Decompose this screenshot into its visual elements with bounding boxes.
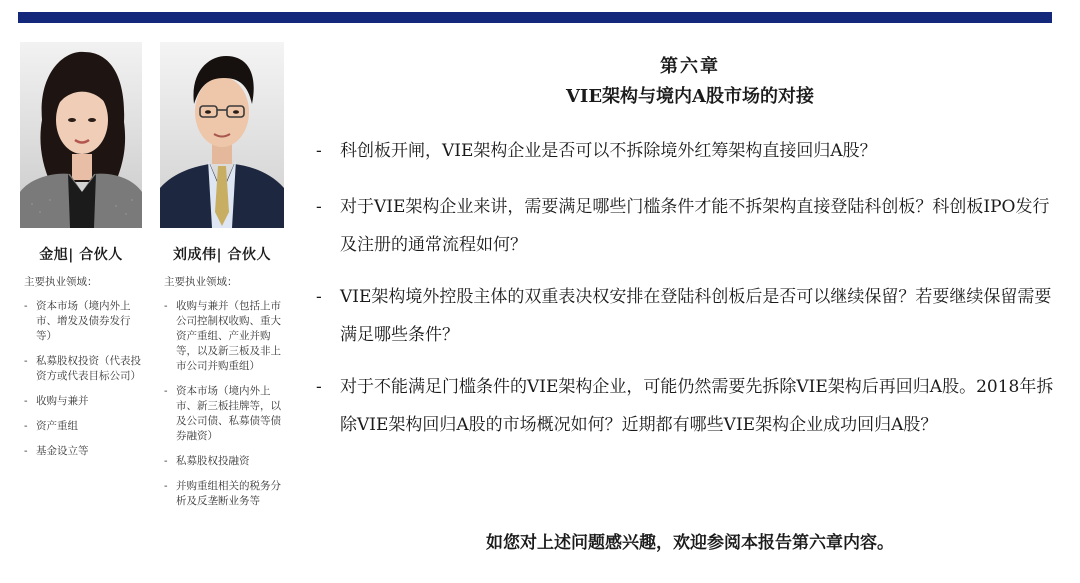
question-item: - 对于不能满足门槛条件的VIE架构企业，可能仍然需要先拆除VIE架构后再回归A股。2018年拆除VIE架构回归A股的市场概况如何？近期都有哪些VIE架构企业成功回归A股？ bbox=[316, 368, 1066, 444]
practice-areas-title-1: 主要执业领域： bbox=[24, 276, 98, 288]
chapter-title: VIE架构与境内A股市场的对接 bbox=[565, 86, 815, 107]
practice-area-item: - 并购重组相关的税务分析及反垄断业务等 bbox=[164, 479, 284, 509]
practice-area-item: - 资产重组 bbox=[24, 419, 142, 434]
chapter-number: 第六章 bbox=[660, 56, 720, 77]
practice-areas-list-1 bbox=[20, 299, 142, 459]
practice-area-item: - 基金设立等 bbox=[24, 444, 142, 459]
practice-area-item: - 资本市场（境内外上市、新三板挂牌等，以及公司债、私募债等债券融资） bbox=[164, 384, 284, 444]
closing-note: 如您对上述问题感兴趣，欢迎参阅本报告第六章内容。 bbox=[486, 533, 894, 553]
practice-area-item: - 收购与兼并 bbox=[24, 394, 142, 409]
profile-card-2 bbox=[160, 42, 284, 519]
profile-name-1: 金旭| 合伙人 bbox=[39, 247, 123, 263]
question-item: - 对于VIE架构企业来讲，需要满足哪些门槛条件才能不拆架构直接登陆科创板？科创板IPO发行及注册的通常流程如何？ bbox=[316, 188, 1066, 264]
practice-areas-title-2: 主要执业领域： bbox=[164, 276, 238, 288]
profile-photo-1 bbox=[20, 42, 142, 228]
question-item: - 科创板开闸，VIE架构企业是否可以不拆除境外红筹架构直接回归A股？ bbox=[316, 132, 1066, 170]
header-bar bbox=[18, 12, 1052, 23]
question-list bbox=[316, 132, 1066, 444]
practice-area-item: - 资本市场（境内外上市、增发及债券发行等） bbox=[24, 299, 142, 344]
practice-area-item: - 私募股权投融资 bbox=[164, 454, 284, 469]
question-item: - VIE架构境外控股主体的双重表决权安排在登陆科创板后是否可以继续保留？若要继续保留需要满足哪些条件？ bbox=[316, 278, 1066, 354]
profile-name-2: 刘成伟| 合伙人 bbox=[173, 247, 271, 263]
profile-card-1 bbox=[20, 42, 142, 469]
practice-area-item: - 私募股权投资（代表投资方或代表目标公司） bbox=[24, 354, 142, 384]
practice-areas-list-2 bbox=[160, 299, 284, 509]
practice-area-item: - 收购与兼并（包括上市公司控制权收购、重大资产重组、产业并购等，以及新三板及非上市公司并购重组） bbox=[164, 299, 284, 374]
profile-photo-2 bbox=[160, 42, 284, 228]
